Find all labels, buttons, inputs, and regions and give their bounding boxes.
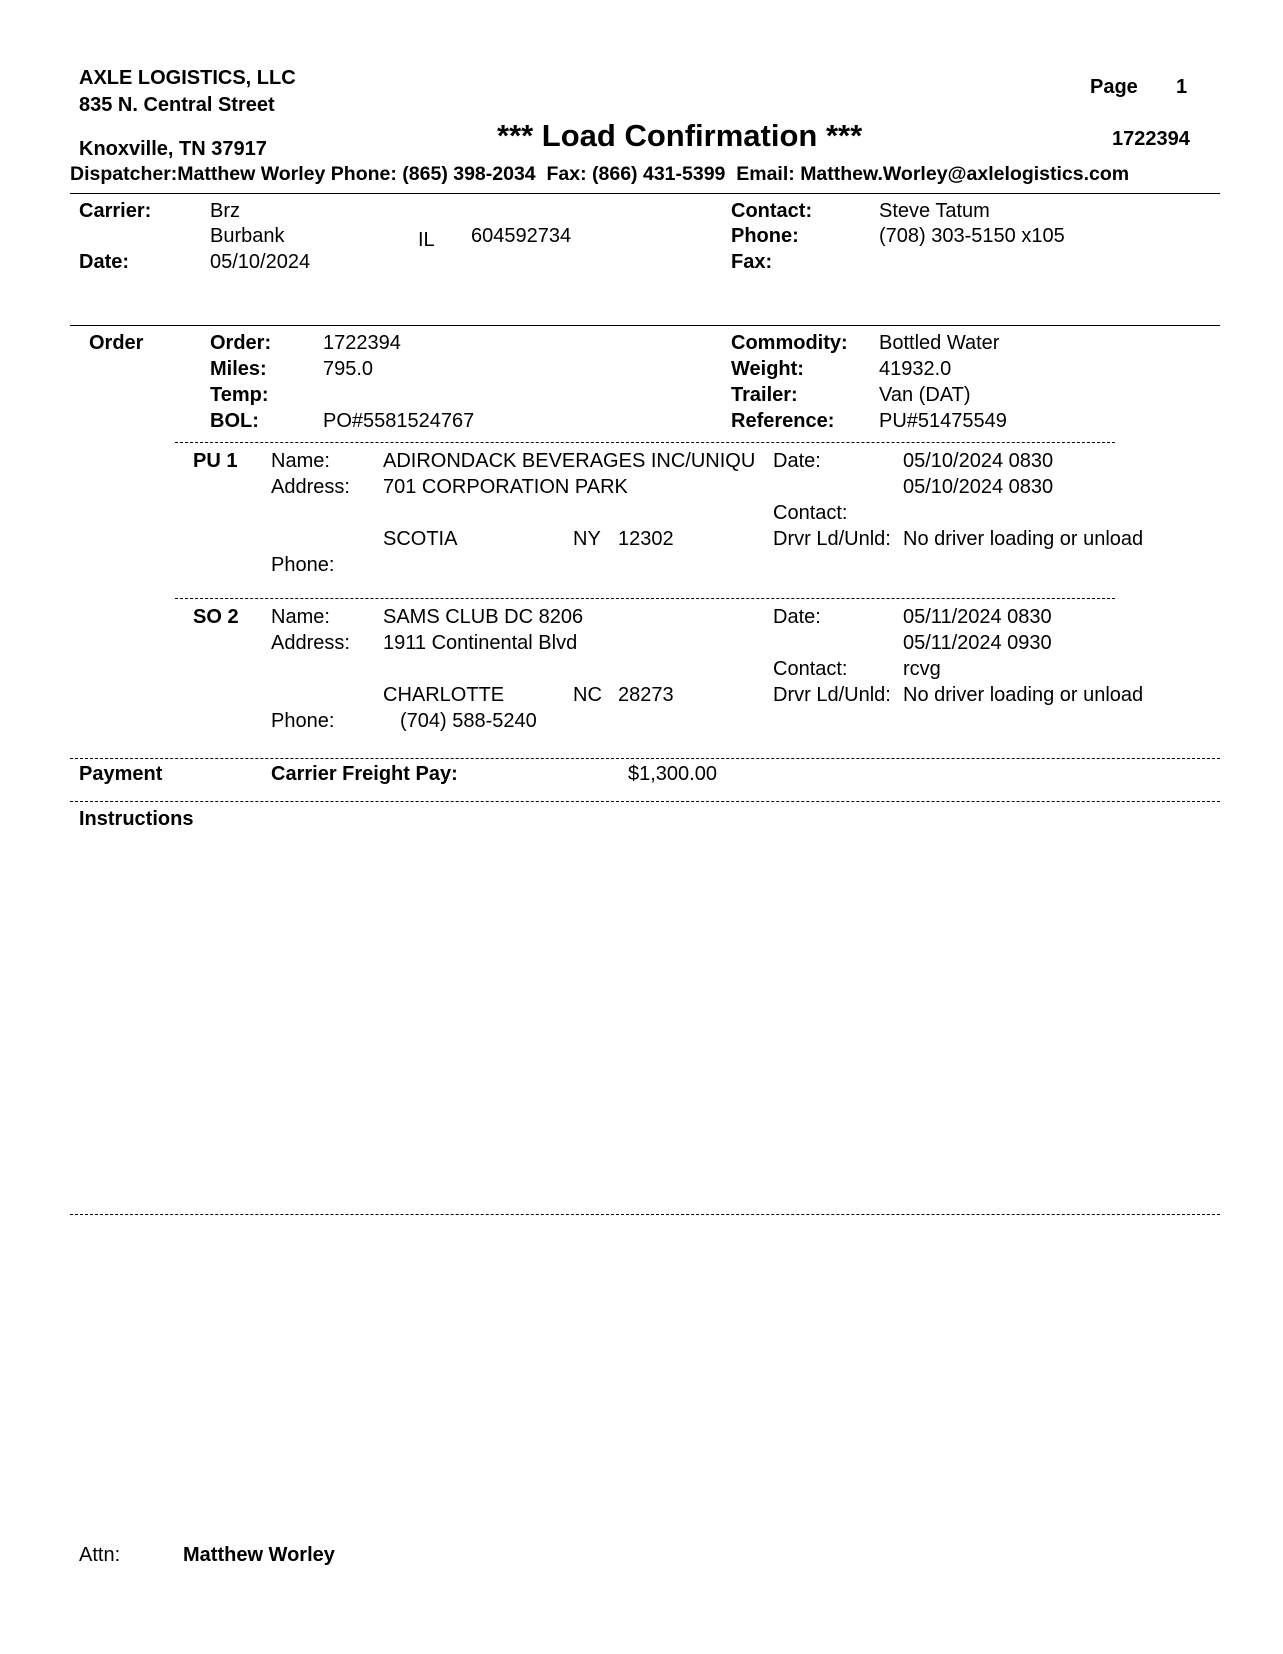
page-title: *** Load Confirmation ***: [497, 118, 863, 153]
payment-section-label: Payment: [79, 763, 163, 785]
stop-address: 1911 Continental Blvd: [383, 632, 578, 654]
temp-label: Temp:: [210, 384, 269, 406]
stop-contact: rcvg: [903, 658, 941, 680]
carrier-label: Carrier:: [79, 200, 152, 222]
commodity-value: Bottled Water: [879, 332, 1000, 354]
freight-pay-amount: $1,300.00: [628, 763, 717, 785]
divider-instructions: [70, 801, 1220, 802]
divider-stop-1: [175, 442, 1115, 443]
order-label: Order:: [210, 332, 272, 354]
stop-drvr: No driver loading or unload: [903, 528, 1144, 550]
commodity-label: Commodity:: [731, 332, 848, 354]
stop-date-2: 05/10/2024 0830: [903, 476, 1054, 498]
bol-label: BOL:: [210, 410, 259, 432]
company-street: 835 N. Central Street: [79, 94, 275, 116]
carrier-date: 05/10/2024: [210, 251, 311, 273]
freight-pay-label: Carrier Freight Pay:: [271, 763, 458, 785]
carrier-phone-label: Phone:: [731, 225, 799, 247]
stop-code: SO 2: [193, 606, 239, 628]
bol-value: PO#5581524767: [323, 410, 475, 432]
stop-address-label: Address:: [271, 632, 350, 654]
dispatcher-phone-label: Phone:: [330, 163, 397, 185]
instructions-section-label: Instructions: [79, 808, 194, 830]
stop-name-label: Name:: [271, 606, 330, 628]
page-label: Page: [1090, 76, 1138, 98]
carrier-date-label: Date:: [79, 251, 130, 273]
dispatcher-email: Matthew.Worley@axlelogistics.com: [800, 163, 1130, 185]
miles-label: Miles:: [210, 358, 267, 380]
attn-label: Attn:: [79, 1544, 121, 1566]
order-section-label: Order: [89, 332, 144, 354]
dispatcher-phone: (865) 398-2034: [402, 163, 536, 185]
company-city-state-zip: Knoxville, TN 37917: [79, 138, 267, 160]
stop-drvr-label: Drvr Ld/Unld:: [773, 684, 891, 706]
stop-state: NC: [573, 684, 602, 706]
divider-header: [70, 193, 1220, 194]
stop-state: NY: [573, 528, 601, 550]
dispatcher-line: [70, 165, 1129, 185]
dispatcher-email-label: Email:: [736, 163, 795, 185]
reference-label: Reference:: [731, 410, 835, 432]
page-number: 1: [1176, 76, 1188, 98]
miles-value: 795.0: [323, 358, 374, 380]
stop-drvr: No driver loading or unload: [903, 684, 1144, 706]
stop-date-label: Date:: [773, 450, 821, 472]
stop-contact-label: Contact:: [773, 502, 848, 524]
stop-city: CHARLOTTE: [383, 684, 505, 706]
trailer-label: Trailer:: [731, 384, 798, 406]
stop-date-label: Date:: [773, 606, 821, 628]
dispatcher-label: Dispatcher:: [70, 163, 178, 185]
weight-label: Weight:: [731, 358, 804, 380]
stop-phone-label: Phone:: [271, 710, 335, 732]
stop-address-label: Address:: [271, 476, 350, 498]
order-number: 1722394: [323, 332, 401, 354]
load-number: 1722394: [1112, 128, 1190, 150]
stop-date-1: 05/11/2024 0830: [903, 606, 1052, 628]
carrier-fax-label: Fax:: [731, 251, 773, 273]
stop-code: PU 1: [193, 450, 238, 472]
divider-order: [70, 325, 1220, 326]
weight-value: 41932.0: [879, 358, 952, 380]
reference-value: PU#51475549: [879, 410, 1007, 432]
divider-payment: [70, 758, 1220, 759]
stop-phone-label: Phone:: [271, 554, 335, 576]
carrier-contact: Steve Tatum: [879, 200, 990, 222]
stop-city: SCOTIA: [383, 528, 458, 550]
stop-name: ADIRONDACK BEVERAGES INC/UNIQU: [383, 450, 756, 472]
stop-zip: 12302: [618, 528, 674, 550]
stop-phone: (704) 588-5240: [400, 710, 537, 732]
carrier-name: Brz: [210, 200, 240, 222]
divider-stop-2: [175, 598, 1115, 599]
dispatcher-fax: (866) 431-5399: [592, 163, 726, 185]
stop-drvr-label: Drvr Ld/Unld:: [773, 528, 891, 550]
stop-address: 701 CORPORATION PARK: [383, 476, 628, 498]
company-name: AXLE LOGISTICS, LLC: [79, 67, 296, 89]
dispatcher-fax-label: Fax:: [546, 163, 587, 185]
stop-contact-label: Contact:: [773, 658, 848, 680]
carrier-contact-label: Contact:: [731, 200, 813, 222]
carrier-phone: (708) 303-5150 x105: [879, 225, 1065, 247]
trailer-value: Van (DAT): [879, 384, 971, 406]
stop-zip: 28273: [618, 684, 674, 706]
divider-instructions-end: [70, 1214, 1220, 1215]
carrier-state: IL: [418, 229, 435, 251]
carrier-city: Burbank: [210, 225, 285, 247]
carrier-zip: 604592734: [471, 225, 572, 247]
stop-date-1: 05/10/2024 0830: [903, 450, 1054, 472]
attn-name: Matthew Worley: [183, 1544, 335, 1566]
stop-date-2: 05/11/2024 0930: [903, 632, 1052, 654]
dispatcher-name: Matthew Worley: [177, 163, 326, 185]
stop-name: SAMS CLUB DC 8206: [383, 606, 584, 628]
stop-name-label: Name:: [271, 450, 330, 472]
